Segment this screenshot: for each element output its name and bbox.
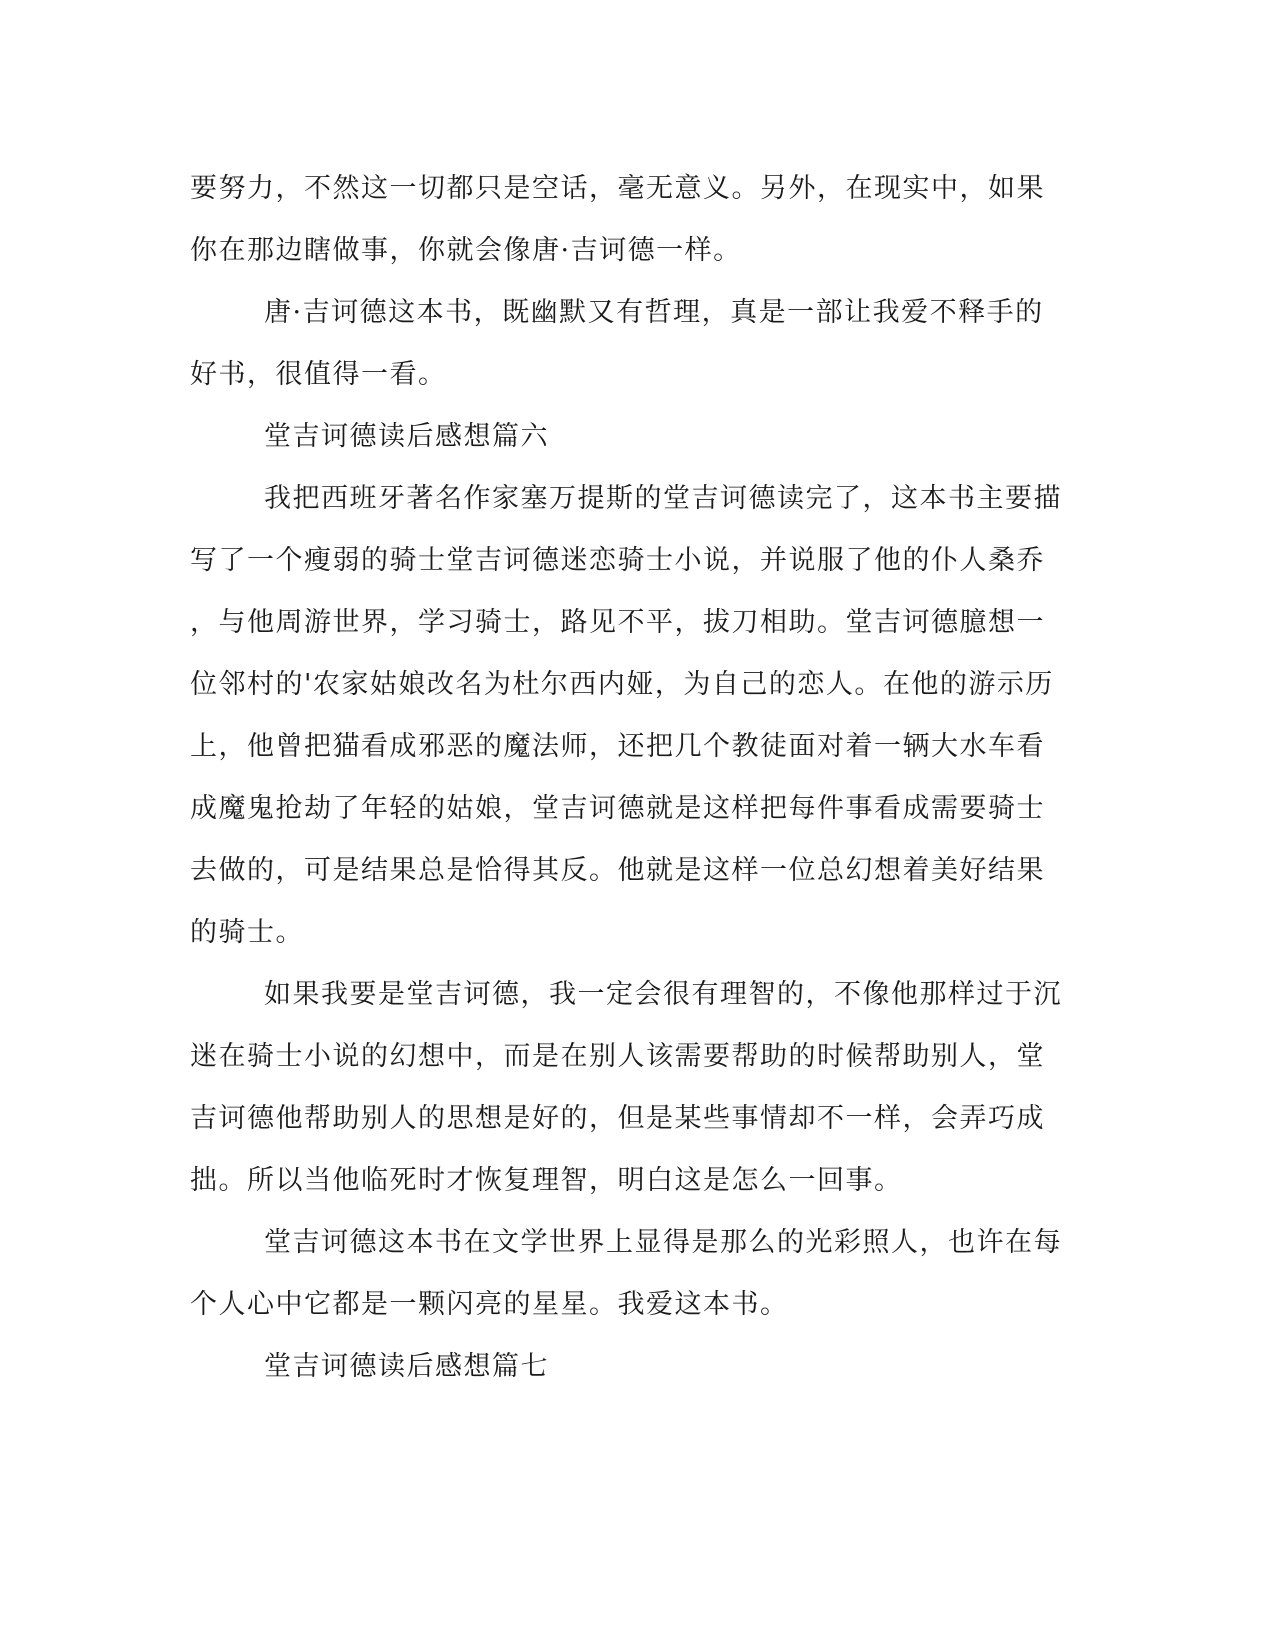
text-line: 拙。所以当他临死时才恢复理智，明白这是怎么一回事。 [190,1165,903,1196]
paragraph [190,282,1080,406]
section-heading [190,406,1080,468]
text-line: ，与他周游世界，学习骑士，路见不平，拔刀相助。堂吉诃德臆想一 [190,607,1045,638]
text-line: 你在那边瞎做事，你就会像唐·吉诃德一样。 [190,235,742,266]
heading-text: 堂吉诃德读后感想篇六 [264,421,549,452]
text-line: 如果我要是堂吉诃德，我一定会很有理智的，不像他那样过于沉 [264,979,1062,1010]
paragraph [190,468,1080,964]
text-line: 我把西班牙著名作家塞万提斯的堂吉诃德读完了，这本书主要描 [264,483,1062,514]
text-line: 吉诃德他帮助别人的思想是好的，但是某些事情却不一样，会弄巧成 [190,1103,1045,1134]
heading-text: 堂吉诃德读后感想篇七 [264,1351,549,1382]
text-line: 去做的，可是结果总是恰得其反。他就是这样一位总幻想着美好结果 [190,855,1045,886]
text-line: 个人心中它都是一颗闪亮的星星。我爱这本书。 [190,1289,789,1320]
text-line: 位邻村的'农家姑娘改名为杜尔西内娅，为自己的恋人。在他的游示历 [190,669,1054,700]
text-line: 迷在骑士小说的幻想中，而是在别人该需要帮助的时候帮助别人，堂 [190,1041,1045,1072]
document-body [190,158,1080,1398]
text-line: 写了一个瘦弱的骑士堂吉诃德迷恋骑士小说，并说服了他的仆人桑乔 [190,545,1045,576]
paragraph [190,1212,1080,1336]
paragraph-continuation [190,158,1080,282]
text-line: 好书，很值得一看。 [190,359,447,390]
text-line: 堂吉诃德这本书在文学世界上显得是那么的光彩照人，也许在每 [264,1227,1062,1258]
text-line: 唐·吉诃德这本书，既幽默又有哲理，真是一部让我爱不释手的 [264,297,1044,328]
text-line: 上，他曾把猫看成邪恶的魔法师，还把几个教徒面对着一辆大水车看 [190,731,1045,762]
text-line: 要努力，不然这一切都只是空话，毫无意义。另外，在现实中，如果 [190,173,1045,204]
section-heading [190,1336,1080,1398]
text-line: 成魔鬼抢劫了年轻的姑娘，堂吉诃德就是这样把每件事看成需要骑士 [190,793,1045,824]
paragraph [190,964,1080,1212]
text-line: 的骑士。 [190,917,304,948]
